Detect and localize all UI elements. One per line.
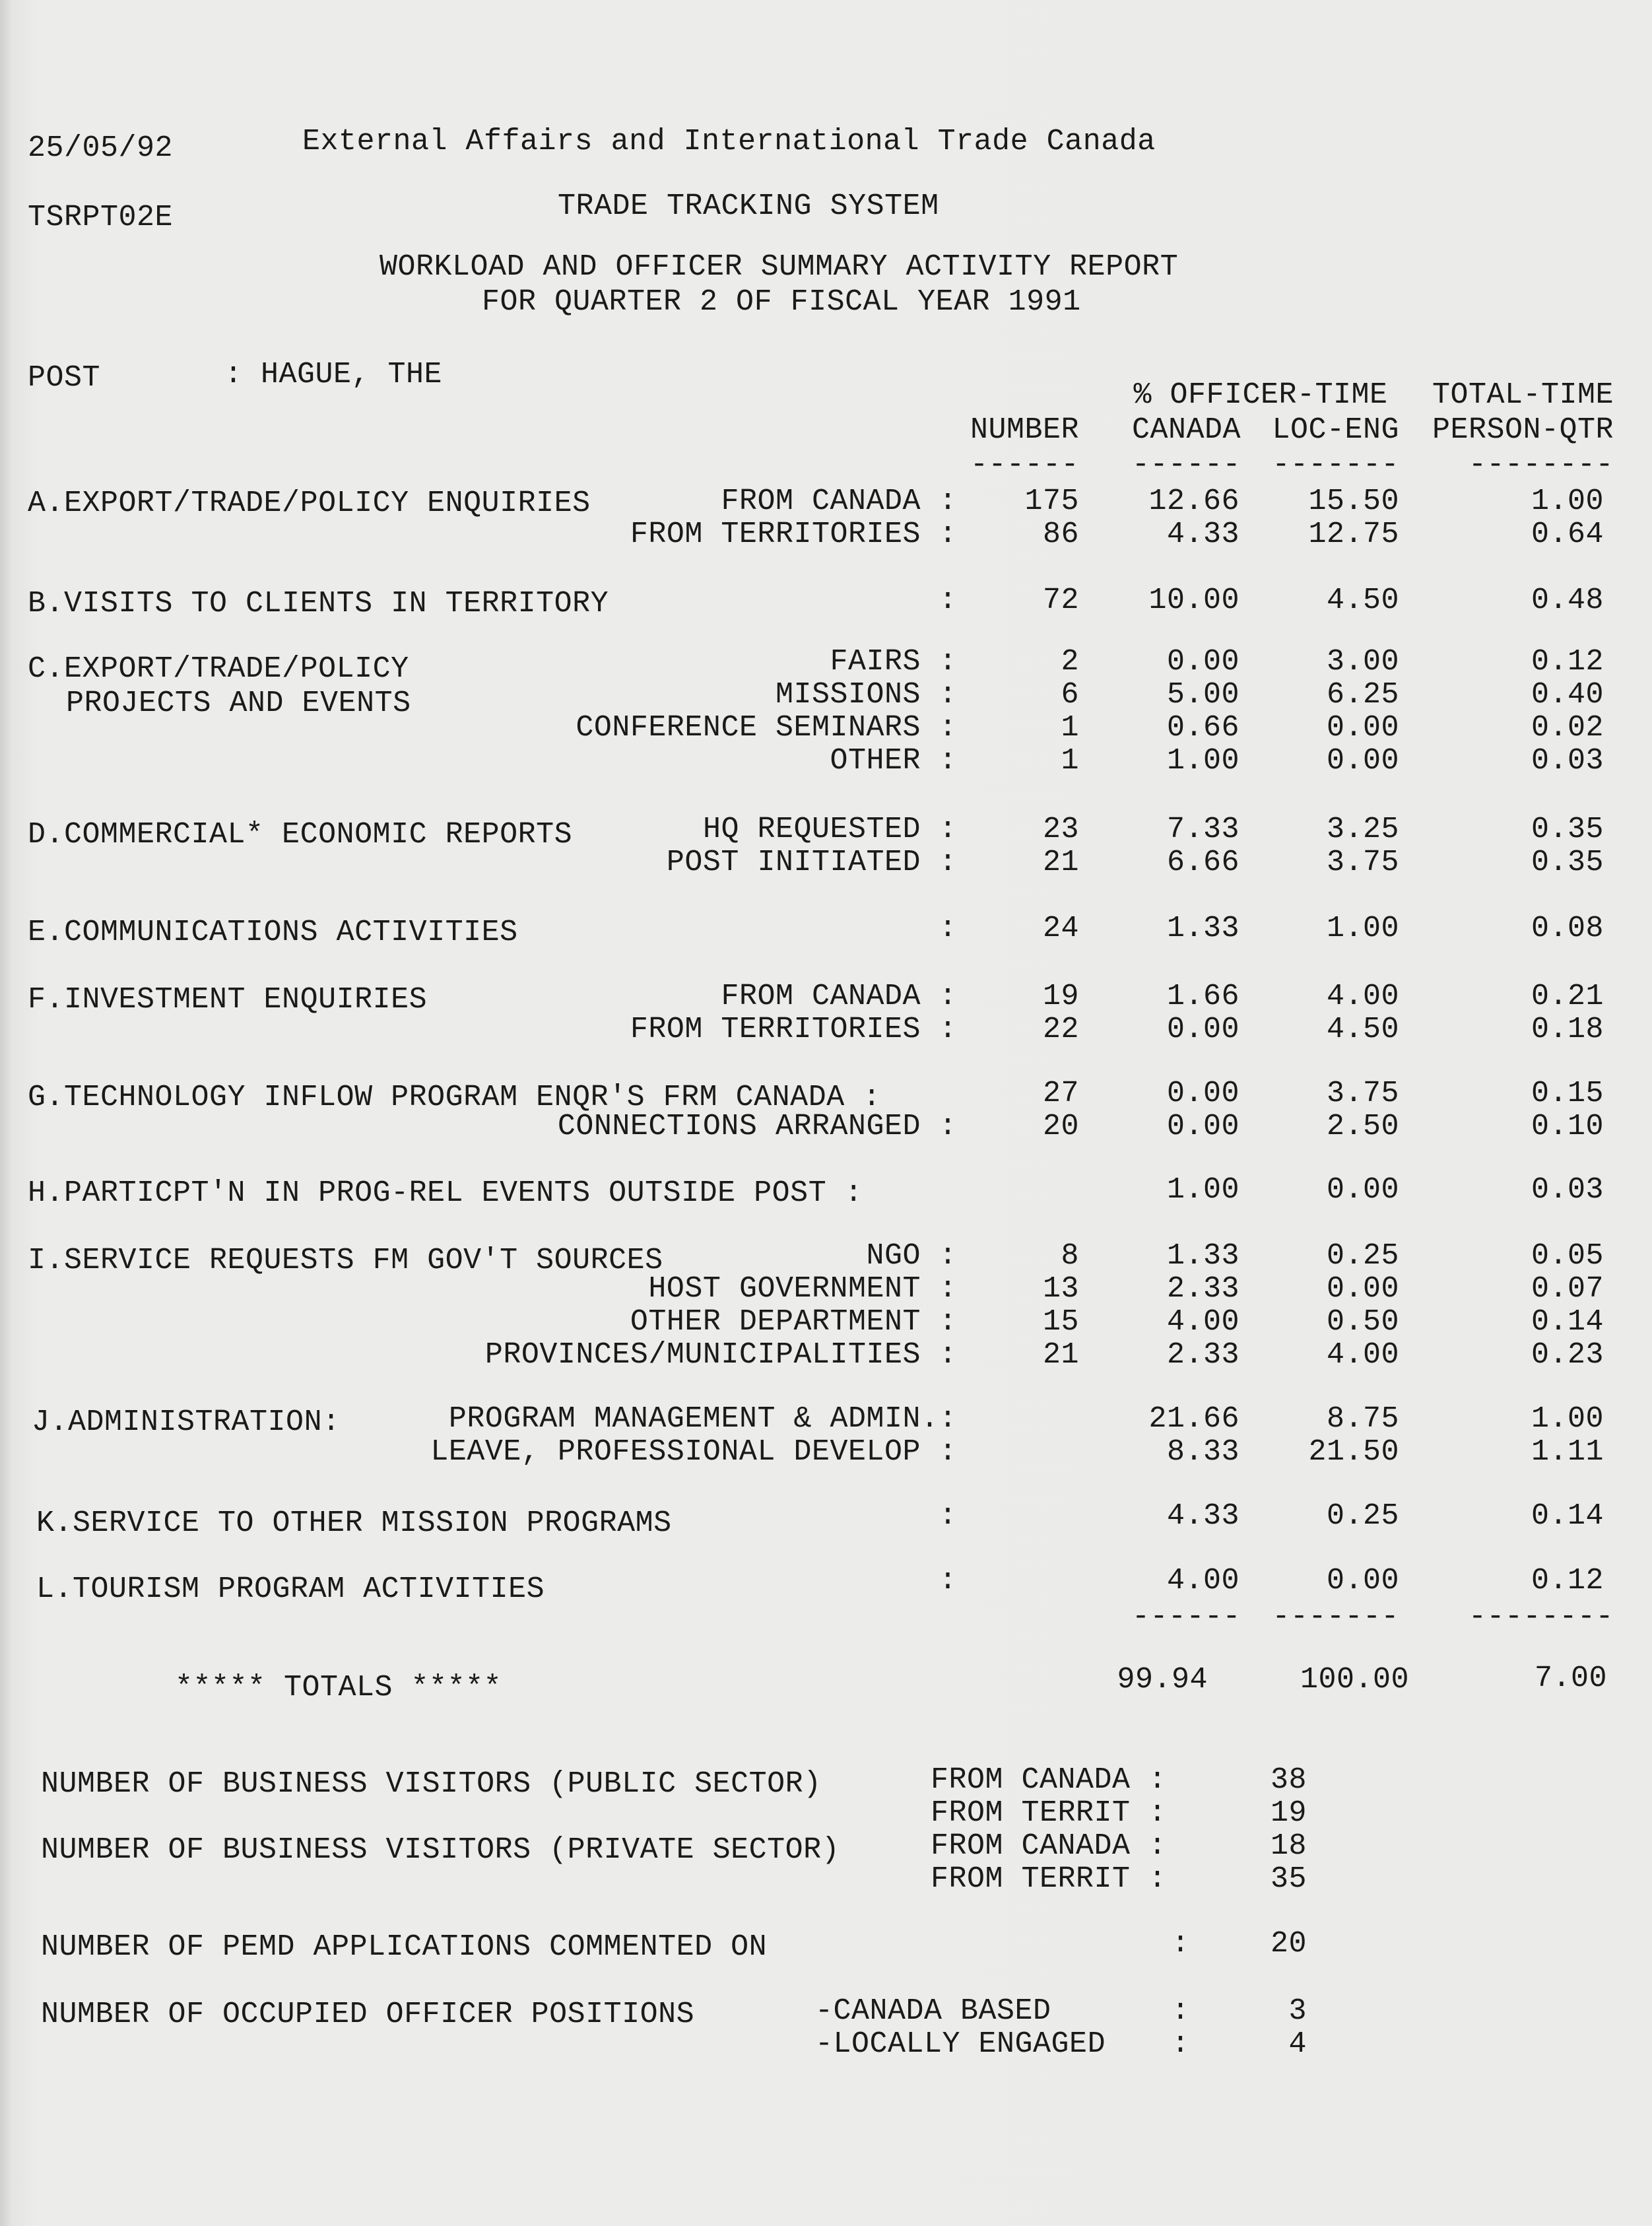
section-f-row-sublabel-0: FROM CANADA : [721,980,957,1013]
header-rule-number: ------ [970,448,1079,482]
private-visitors-label: NUMBER OF BUSINESS VISITORS (PRIVATE SECTOR) [41,1833,840,1867]
pemd-label: NUMBER OF PEMD APPLICATIONS COMMENTED ON [41,1930,768,1964]
section-i-row-number-2: 15 [1042,1305,1079,1339]
section-k-row-loceng-pct-0: 0.25 [1326,1499,1399,1533]
section-i-row-number-0: 8 [1061,1239,1079,1273]
section-i-row-sublabel-1: HOST GOVERNMENT : [648,1272,957,1306]
section-f-title: F.INVESTMENT ENQUIRIES [28,983,428,1017]
section-j-row-sublabel-1: LEAVE, PROFESSIONAL DEVELOP : [430,1435,957,1469]
section-i-row-canada-pct-1: 2.33 [1166,1272,1239,1306]
section-d-row-loceng-pct-0: 3.25 [1326,813,1399,846]
totals-canada: 99.94 [1117,1663,1208,1697]
section-c-row-sublabel-2: CONFERENCE SEMINARS : [576,711,957,745]
section-i-row-person-qtr-2: 0.14 [1531,1305,1604,1339]
section-j-row-sublabel-0: PROGRAM MANAGEMENT & ADMIN.: [448,1402,957,1436]
section-a-row-sublabel-0: FROM CANADA : [721,485,957,518]
section-j-row-canada-pct-1: 8.33 [1166,1435,1239,1469]
section-i-row-person-qtr-1: 0.07 [1531,1272,1604,1306]
header-rule-loceng: ------- [1272,448,1399,482]
section-k-title: K.SERVICE TO OTHER MISSION PROGRAMS [36,1506,672,1540]
section-d-row-canada-pct-0: 7.33 [1166,813,1239,846]
pemd-colon: : [1172,1927,1190,1961]
section-l-row-sublabel-0: : [939,1564,957,1598]
positions-locally-engaged: -LOCALLY ENGAGED [815,2027,1106,2061]
section-f-row-canada-pct-1: 0.00 [1166,1013,1239,1046]
section-j-row-loceng-pct-0: 8.75 [1326,1402,1399,1436]
section-f-row-person-qtr-0: 0.21 [1531,980,1604,1013]
section-c-row-number-3: 1 [1061,744,1079,778]
section-g-row-canada-pct-1: 0.00 [1166,1110,1239,1143]
section-g-row-person-qtr-1: 0.10 [1531,1110,1604,1143]
section-g-row-canada-pct-0: 0.00 [1166,1077,1239,1110]
section-b-row-loceng-pct-0: 4.50 [1326,584,1399,617]
section-j-row-person-qtr-1: 1.11 [1531,1435,1604,1469]
section-c-row-sublabel-0: FAIRS : [830,645,957,679]
totals-personqtr: 7.00 [1534,1662,1607,1695]
section-i-row-loceng-pct-0: 0.25 [1326,1239,1399,1273]
section-k-row-person-qtr-0: 0.14 [1531,1499,1604,1533]
post-value: : HAGUE, THE [224,358,443,391]
section-c-row-person-qtr-2: 0.02 [1531,711,1604,745]
section-i-row-canada-pct-2: 4.00 [1166,1305,1239,1339]
section-c-row-number-0: 2 [1061,645,1079,679]
section-c-row-canada-pct-1: 5.00 [1166,678,1239,712]
section-e-row-number-0: 24 [1042,912,1079,945]
positions-canada-value: 3 [1288,1994,1307,2028]
report-date: 25/05/92 [28,131,174,165]
section-i-row-person-qtr-0: 0.05 [1531,1239,1604,1273]
private-canada-value: 18 [1270,1829,1307,1863]
section-i-row-canada-pct-0: 1.33 [1166,1239,1239,1273]
section-d-title: D.COMMERCIAL* ECONOMIC REPORTS [28,818,573,852]
section-e-row-person-qtr-0: 0.08 [1531,912,1604,945]
section-f-row-number-0: 19 [1042,980,1079,1013]
public-territ-value: 19 [1270,1796,1307,1830]
section-c-title-line2: PROJECTS AND EVENTS [66,687,411,720]
section-b-row-sublabel-0: : [939,584,957,617]
section-d-row-person-qtr-0: 0.35 [1531,813,1604,846]
private-territ-value: 35 [1270,1862,1307,1896]
number-col-header: NUMBER [970,413,1079,447]
public-from-territ: FROM TERRIT : [931,1796,1167,1830]
pct-officer-time-header: % OFFICER-TIME [1133,378,1388,412]
totals-loceng: 100.00 [1300,1663,1409,1697]
section-j-row-loceng-pct-1: 21.50 [1308,1435,1399,1469]
section-i-row-loceng-pct-3: 4.00 [1326,1338,1399,1372]
section-c-row-sublabel-1: MISSIONS : [775,678,957,712]
section-c-row-loceng-pct-2: 0.00 [1326,711,1399,745]
section-h-row-canada-pct-0: 1.00 [1166,1173,1239,1207]
section-a-row-person-qtr-0: 1.00 [1531,485,1604,518]
section-l-row-loceng-pct-0: 0.00 [1326,1564,1399,1598]
pemd-value: 20 [1270,1927,1307,1961]
section-l-row-person-qtr-0: 0.12 [1531,1564,1604,1598]
section-e-row-sublabel-0: : [939,912,957,945]
section-a-row-person-qtr-1: 0.64 [1531,518,1604,551]
section-c-row-sublabel-3: OTHER : [830,744,957,778]
report-code: TSRPT02E [28,201,174,234]
section-g-row-loceng-pct-0: 3.75 [1326,1077,1399,1110]
total-time-header: TOTAL-TIME [1432,378,1614,412]
section-f-row-canada-pct-0: 1.66 [1166,980,1239,1013]
totals-rule-personqtr: -------- [1468,1600,1614,1634]
public-from-canada: FROM CANADA : [931,1763,1167,1797]
section-h-row-loceng-pct-0: 0.00 [1326,1173,1399,1207]
section-f-row-sublabel-1: FROM TERRITORIES : [630,1013,957,1046]
section-f-row-person-qtr-1: 0.18 [1531,1013,1604,1046]
section-l-title: L.TOURISM PROGRAM ACTIVITIES [36,1572,545,1606]
section-a-row-number-0: 175 [1024,485,1079,518]
section-c-row-number-1: 6 [1061,678,1079,712]
section-i-row-loceng-pct-1: 0.00 [1326,1272,1399,1306]
section-c-row-number-2: 1 [1061,711,1079,745]
section-e-row-canada-pct-0: 1.33 [1166,912,1239,945]
section-b-row-person-qtr-0: 0.48 [1531,584,1604,617]
section-l-row-canada-pct-0: 4.00 [1166,1564,1239,1598]
header-rule-personqtr: -------- [1468,448,1614,482]
section-c-row-loceng-pct-3: 0.00 [1326,744,1399,778]
section-a-row-canada-pct-1: 4.33 [1166,518,1239,551]
positions-label: NUMBER OF OCCUPIED OFFICER POSITIONS [41,1998,695,2031]
section-d-row-loceng-pct-1: 3.75 [1326,846,1399,879]
positions-colon-2: : [1172,2027,1190,2061]
section-i-row-sublabel-3: PROVINCES/MUNICIPALITIES : [484,1338,957,1372]
section-i-row-canada-pct-3: 2.33 [1166,1338,1239,1372]
section-f-row-loceng-pct-0: 4.00 [1326,980,1399,1013]
totals-rule-canada: ------ [1131,1600,1241,1634]
positions-colon-1: : [1172,1994,1190,2028]
header-rule-canada: ------ [1131,448,1241,482]
section-i-row-loceng-pct-2: 0.50 [1326,1305,1399,1339]
post-label: POST [28,361,101,395]
section-c-row-person-qtr-0: 0.12 [1531,645,1604,679]
section-g-row-number-0: 27 [1042,1077,1079,1110]
section-g-row-number-1: 20 [1042,1110,1079,1143]
section-d-row-number-1: 21 [1042,846,1079,879]
section-b-row-canada-pct-0: 10.00 [1148,584,1239,617]
section-c-row-canada-pct-0: 0.00 [1166,645,1239,679]
section-d-row-person-qtr-1: 0.35 [1531,846,1604,879]
section-i-row-number-1: 13 [1042,1272,1079,1306]
section-a-row-canada-pct-0: 12.66 [1148,485,1239,518]
section-k-row-canada-pct-0: 4.33 [1166,1499,1239,1533]
section-i-title: I.SERVICE REQUESTS FM GOV'T SOURCES [28,1244,663,1277]
section-c-row-canada-pct-2: 0.66 [1166,711,1239,745]
section-g-row-loceng-pct-1: 2.50 [1326,1110,1399,1143]
section-b-row-number-0: 72 [1042,584,1079,617]
section-d-row-canada-pct-1: 6.66 [1166,846,1239,879]
section-g-row-person-qtr-0: 0.15 [1531,1077,1604,1110]
section-c-row-person-qtr-3: 0.03 [1531,744,1604,778]
section-c-row-canada-pct-3: 1.00 [1166,744,1239,778]
section-f-row-loceng-pct-1: 4.50 [1326,1013,1399,1046]
totals-label: ***** TOTALS ***** [175,1671,502,1704]
private-from-canada: FROM CANADA : [931,1829,1167,1863]
section-j-row-canada-pct-0: 21.66 [1148,1402,1239,1436]
section-e-title: E.COMMUNICATIONS ACTIVITIES [28,916,518,949]
section-g-title: G.TECHNOLOGY INFLOW PROGRAM ENQR'S FRM CANADA : [28,1081,881,1114]
section-f-row-number-1: 22 [1042,1013,1079,1046]
section-c-row-loceng-pct-1: 6.25 [1326,678,1399,712]
report-title-line2: FOR QUARTER 2 OF FISCAL YEAR 1991 [482,285,1081,319]
totals-rule-loceng: ------- [1272,1600,1399,1634]
section-g-row-sublabel-1: CONNECTIONS ARRANGED : [557,1110,957,1143]
section-d-row-sublabel-0: HQ REQUESTED : [702,813,957,846]
section-i-row-sublabel-0: NGO : [866,1239,957,1273]
private-from-territ: FROM TERRIT : [931,1862,1167,1896]
section-i-row-sublabel-2: OTHER DEPARTMENT : [630,1305,957,1339]
section-i-row-person-qtr-3: 0.23 [1531,1338,1604,1372]
section-b-title: B.VISITS TO CLIENTS IN TERRITORY [28,587,609,621]
public-visitors-label: NUMBER OF BUSINESS VISITORS (PUBLIC SECTOR) [41,1767,822,1801]
section-i-row-number-3: 21 [1042,1338,1079,1372]
section-a-row-loceng-pct-1: 12.75 [1308,518,1399,551]
section-k-row-sublabel-0: : [939,1499,957,1533]
section-c-title: C.EXPORT/TRADE/POLICY [28,652,409,686]
system-name: TRADE TRACKING SYSTEM [558,189,939,223]
loceng-col-header: LOC-ENG [1272,413,1399,447]
section-c-row-loceng-pct-0: 3.00 [1326,645,1399,679]
section-h-row-person-qtr-0: 0.03 [1531,1173,1604,1207]
section-d-row-sublabel-1: POST INITIATED : [666,846,957,879]
section-a-title: A.EXPORT/TRADE/POLICY ENQUIRIES [28,487,591,520]
department-name: External Affairs and International Trade Canada [302,125,1156,158]
report-title-line1: WORKLOAD AND OFFICER SUMMARY ACTIVITY REPORT [380,250,1179,284]
personqtr-col-header: PERSON-QTR [1432,413,1614,447]
section-j-title: J.ADMINISTRATION: [32,1405,341,1439]
positions-local-value: 4 [1288,2027,1307,2061]
section-h-title: H.PARTICPT'N IN PROG-REL EVENTS OUTSIDE POST : [28,1176,863,1210]
public-canada-value: 38 [1270,1763,1307,1797]
canada-col-header: CANADA [1131,413,1241,447]
section-a-row-loceng-pct-0: 15.50 [1308,485,1399,518]
section-a-row-sublabel-1: FROM TERRITORIES : [630,518,957,551]
section-j-row-person-qtr-0: 1.00 [1531,1402,1604,1436]
section-d-row-number-0: 23 [1042,813,1079,846]
section-e-row-loceng-pct-0: 1.00 [1326,912,1399,945]
section-c-row-person-qtr-1: 0.40 [1531,678,1604,712]
section-a-row-number-1: 86 [1042,518,1079,551]
positions-canada-based: -CANADA BASED [815,1994,1051,2028]
